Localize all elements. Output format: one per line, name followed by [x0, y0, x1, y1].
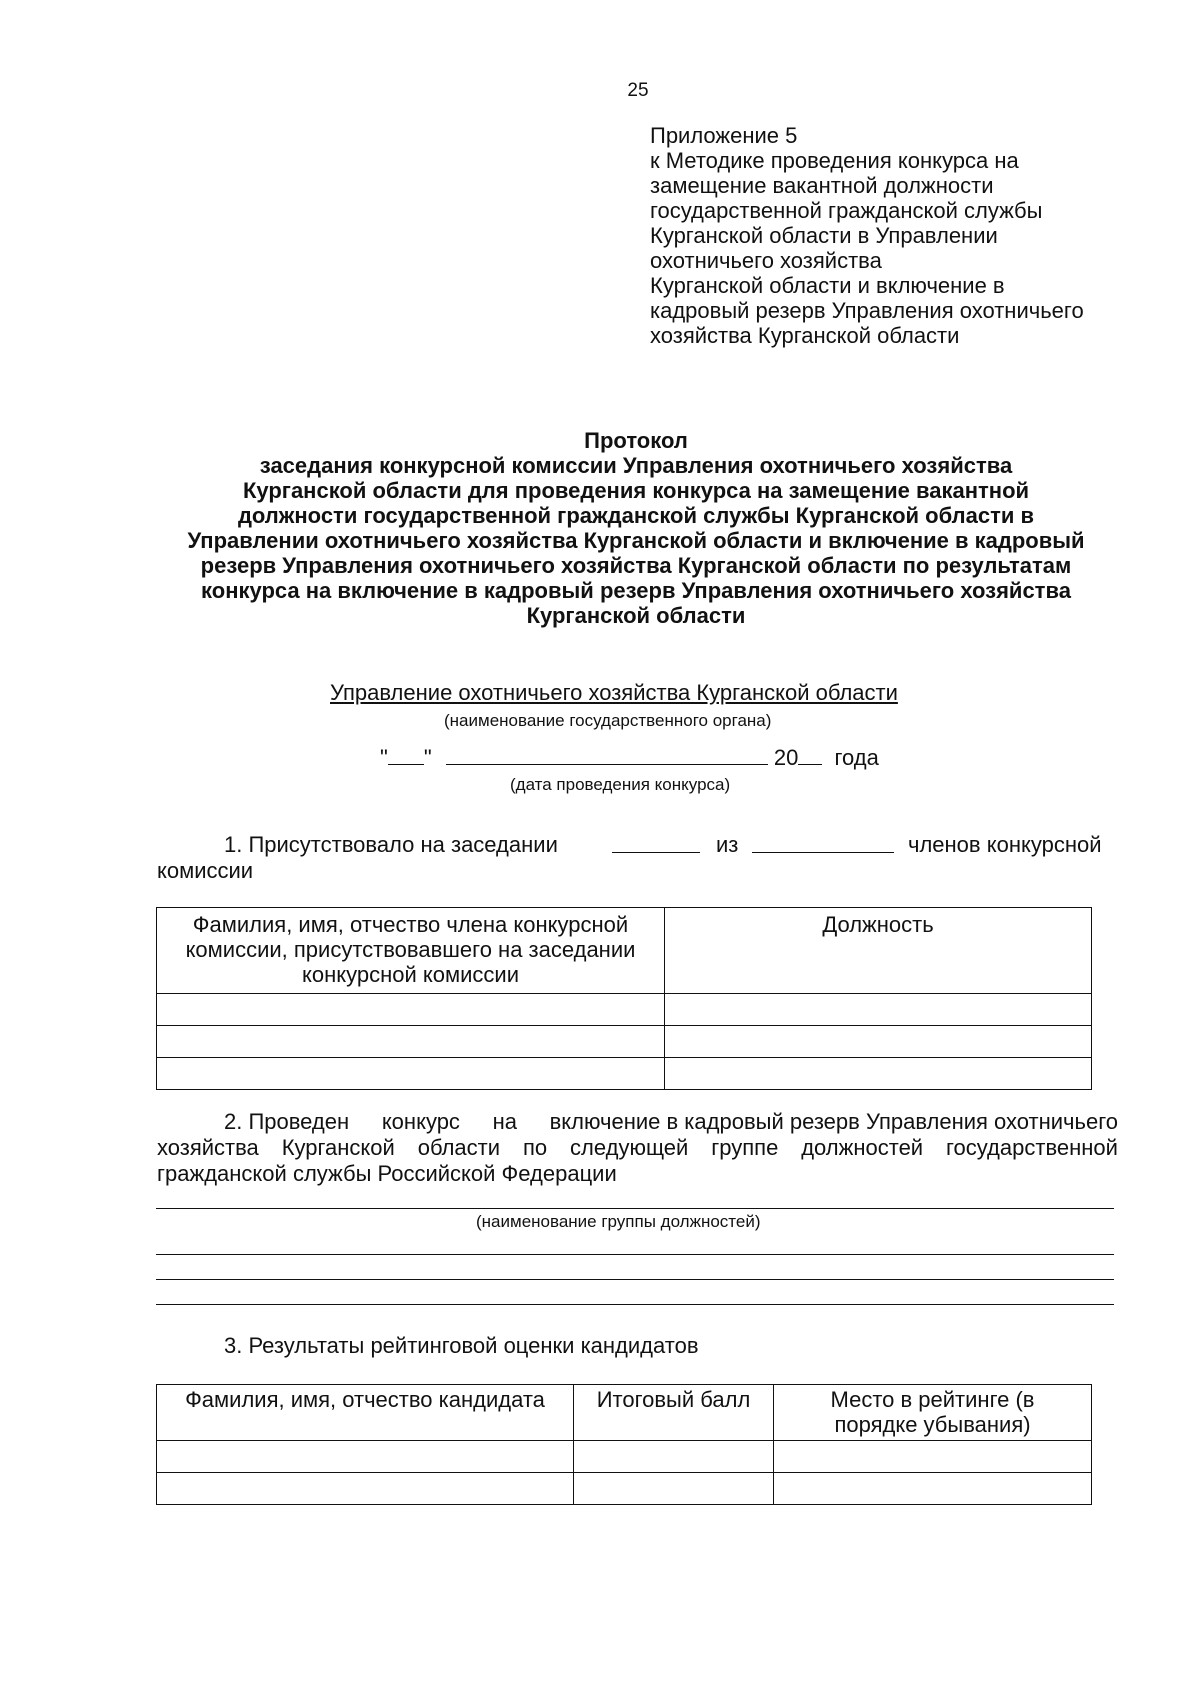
appendix-line: Курганской области и включение в [650, 273, 1005, 298]
total-members-blank[interactable] [752, 832, 894, 853]
section1-text-c: членов конкурсной [908, 832, 1102, 857]
text-fragment: на [492, 1109, 517, 1134]
title-heading: Протокол [584, 428, 688, 453]
section3-heading: 3. Результаты рейтинговой оценки кандидатов [224, 1333, 699, 1358]
table-row [157, 1058, 1092, 1090]
year-suffix: года [834, 745, 879, 770]
table-cell[interactable] [665, 994, 1092, 1026]
title-line: должности государственной гражданской службы Курганской области в [237, 503, 1035, 528]
section2-line2 [157, 1135, 1118, 1160]
date-close-quote: " [423, 745, 432, 770]
table-header-row [157, 908, 1092, 994]
table-cell[interactable] [665, 1058, 1092, 1090]
appendix-line: Приложение 5 [650, 123, 798, 148]
appendix-reference [650, 123, 1084, 348]
appendix-line: кадровый резерв Управления охотничьего [650, 298, 1084, 323]
table-row [157, 1441, 1092, 1473]
text-fragment: 2. Проведен [224, 1109, 350, 1134]
page-number: 25 [627, 80, 649, 101]
final-score-header: Итоговый балл [574, 1385, 774, 1441]
text-fragment: следующей [570, 1135, 689, 1160]
table-cell[interactable] [665, 1026, 1092, 1058]
position-group-blank[interactable] [156, 1304, 1114, 1305]
present-count-blank[interactable] [612, 832, 700, 853]
table-cell[interactable] [774, 1441, 1092, 1473]
day-blank[interactable] [388, 744, 424, 765]
section2-line3: гражданской службы Российской Федерации [157, 1161, 617, 1186]
year-blank[interactable] [798, 744, 822, 765]
appendix-line: Курганской области в Управлении [650, 223, 998, 248]
text-fragment: хозяйства [157, 1135, 259, 1160]
text-fragment: Курганской [281, 1135, 395, 1160]
appendix-line: к Методике проведения конкурса на [650, 148, 1019, 173]
table-cell[interactable] [157, 1441, 574, 1473]
title-line: Курганской области [526, 603, 746, 628]
title-line: Курганской области для проведения конкурса на замещение вакантной [242, 478, 1030, 503]
candidate-name-header: Фамилия, имя, отчество кандидата [157, 1385, 574, 1441]
rating-table [156, 1384, 1092, 1505]
section2-line1 [224, 1109, 1118, 1134]
position-group-blank[interactable] [156, 1279, 1114, 1280]
rating-place-header: Место в рейтинге (в порядке убывания) [774, 1385, 1092, 1441]
date-open-quote: " [380, 745, 388, 770]
text-fragment: группе [711, 1135, 779, 1160]
table-cell[interactable] [157, 1058, 665, 1090]
organization-caption: (наименование государственного органа) [444, 711, 772, 730]
date-caption: (дата проведения конкурса) [510, 775, 731, 794]
text-fragment: конкурс [381, 1109, 460, 1134]
organization-name: Управление охотничьего хозяйства Курганской области [330, 680, 898, 705]
table-row [157, 994, 1092, 1026]
text-fragment: должностей [801, 1135, 924, 1160]
table-cell[interactable] [157, 1473, 574, 1505]
member-position-header: Должность [665, 908, 1092, 994]
table-header-row [157, 1385, 1092, 1441]
date-line [380, 744, 879, 771]
text-fragment: области [417, 1135, 501, 1160]
text-fragment: по [522, 1135, 548, 1160]
title-line: заседания конкурсной комиссии Управления охотничьего хозяйства [259, 453, 1013, 478]
table-cell[interactable] [574, 1473, 774, 1505]
position-group-caption: (наименование группы должностей) [476, 1212, 761, 1231]
month-blank[interactable] [446, 744, 768, 765]
table-cell[interactable] [157, 994, 665, 1026]
position-group-blank[interactable] [156, 1208, 1114, 1209]
table-row [157, 1473, 1092, 1505]
year-prefix: 20 [773, 745, 799, 770]
table-cell[interactable] [574, 1441, 774, 1473]
appendix-line: охотничьего хозяйства [650, 248, 882, 273]
section1-text-a: 1. Присутствовало на заседании [224, 832, 558, 857]
section1-text-b: из [716, 832, 739, 857]
table-row [157, 1026, 1092, 1058]
table-cell[interactable] [157, 1026, 665, 1058]
document-title [150, 428, 1122, 628]
title-line: резерв Управления охотничьего хозяйства Курганской области по результатам [200, 553, 1072, 578]
member-name-header: Фамилия, имя, отчество члена конкурсной комиссии, присутствовавшего на заседании конкурсной комиссии [157, 908, 665, 994]
members-table [156, 907, 1092, 1090]
text-fragment: включение в кадровый резерв Управления охотничьего [549, 1109, 1118, 1134]
title-line: Управлении охотничьего хозяйства Курганской области и включение в кадровый [187, 528, 1085, 553]
appendix-line: хозяйства Курганской области [650, 323, 960, 348]
text-fragment: государственной [946, 1135, 1118, 1160]
appendix-line: государственной гражданской службы [650, 198, 1043, 223]
section1-text-d: комиссии [157, 858, 254, 883]
position-group-blank[interactable] [156, 1254, 1114, 1255]
title-line: конкурса на включение в кадровый резерв Управления охотничьего хозяйства [201, 578, 1071, 603]
table-cell[interactable] [774, 1473, 1092, 1505]
appendix-line: замещение вакантной должности [650, 173, 994, 198]
